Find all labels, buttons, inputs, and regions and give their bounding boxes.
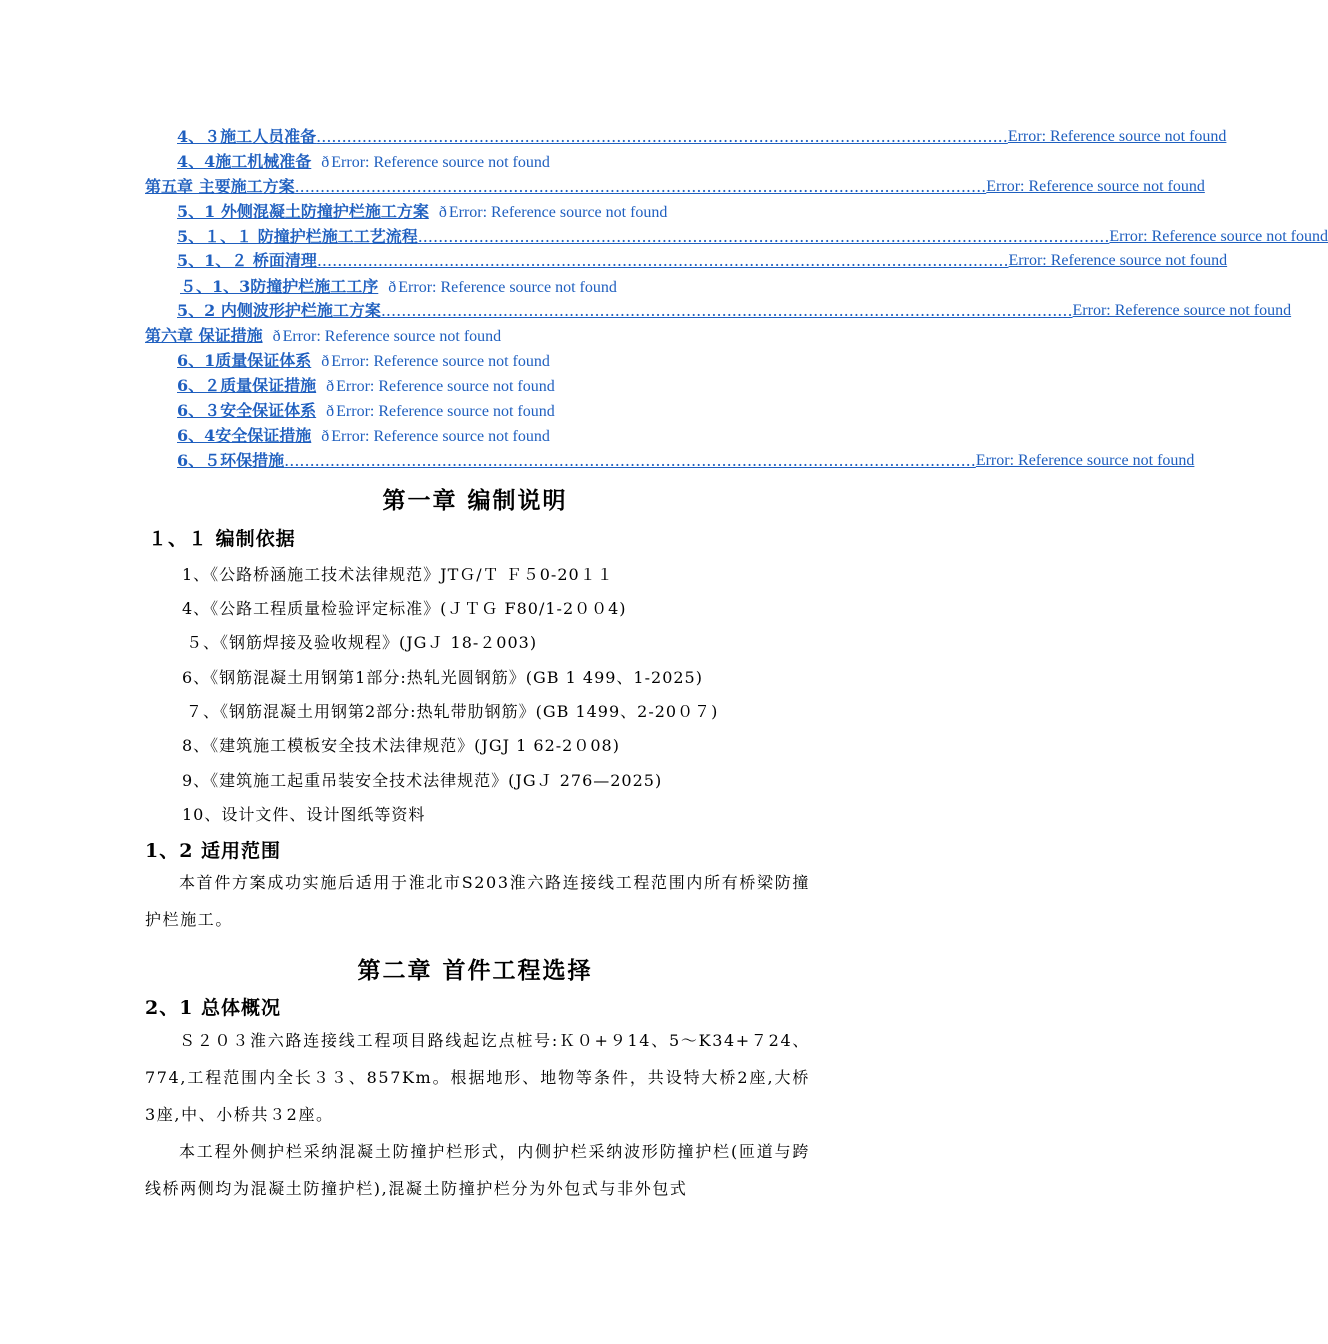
reference-item: 10、设计文件、设计图纸等资料 bbox=[182, 805, 426, 824]
toc-entry-target: Error: Reference source not found bbox=[398, 279, 617, 296]
toc-entry[interactable] bbox=[180, 276, 617, 298]
toc-entry[interactable] bbox=[177, 375, 555, 397]
reference-item: ７、《钢筋混凝土用钢第2部分:热轧带肋钢筋》(GB 1499、2-20０７) bbox=[186, 702, 719, 721]
chapter-title: 第一章 编制说明 bbox=[382, 487, 568, 514]
tab-mark-icon: ð bbox=[321, 353, 330, 370]
reference-item: 9、《建筑施工起重吊装安全技术法律规范》(JGＪ 276—2025) bbox=[182, 771, 663, 790]
toc-entry-label: 6、4安全保证措施 bbox=[177, 426, 312, 445]
toc-entry-target: Error: Reference source not found bbox=[448, 204, 668, 221]
toc-entry[interactable] bbox=[177, 126, 1227, 148]
toc-leader: ........................................................................................................................................ bbox=[316, 251, 1009, 270]
toc-entry-target: Error: Reference source not found bbox=[1008, 252, 1228, 269]
section-title: 1、2 适用范围 bbox=[145, 840, 282, 862]
toc-entry-target: Error: Reference source not found bbox=[331, 353, 550, 370]
toc-entry-label: 4、4施工机械准备 bbox=[177, 152, 312, 171]
toc-entry-target: Error: Reference source not found bbox=[336, 378, 555, 395]
toc-entry[interactable] bbox=[145, 176, 1205, 198]
toc-entry-label: 4、３施工人员准备 bbox=[177, 127, 317, 146]
toc-entry-target: Error: Reference source not found bbox=[1072, 302, 1292, 319]
toc-leader: ........................................................................................................................................ bbox=[294, 177, 987, 196]
reference-item: 1、《公路桥涵施工技术法律规范》JTＧ/Ｔ Ｆ５0-20１１ bbox=[182, 565, 614, 584]
tab-mark-icon: ð bbox=[321, 154, 330, 171]
toc-entry-label: 第六章 保证措施 bbox=[145, 326, 263, 345]
section-title: 2、1 总体概况 bbox=[145, 997, 282, 1019]
section-title: １、１ 编制依据 bbox=[148, 528, 296, 550]
paragraph: 本首件方案成功实施后适用于淮北市S203淮六路连接线工程范围内所有桥梁防撞护栏施工。 bbox=[145, 873, 810, 929]
toc-entry[interactable] bbox=[177, 425, 550, 447]
paragraph: 本工程外侧护栏采纳混凝土防撞护栏形式，内侧护栏采纳波形防撞护栏(匝道与跨线桥两侧均为混凝土防撞护栏),混凝土防撞护栏分为外包式与非外包式 bbox=[145, 1142, 810, 1198]
toc-entry[interactable] bbox=[145, 325, 501, 347]
toc-entry-target: Error: Reference source not found bbox=[975, 452, 1195, 469]
tab-mark-icon: ð bbox=[321, 428, 330, 445]
toc-entry-target: Error: Reference source not found bbox=[331, 428, 550, 445]
chapter-title: 第二章 首件工程选择 bbox=[357, 957, 593, 984]
toc-entry-label: 6、２质量保证措施 bbox=[177, 376, 317, 395]
toc-entry-label: 6、1质量保证体系 bbox=[177, 351, 312, 370]
toc-entry-target: Error: Reference source not found bbox=[1109, 228, 1328, 245]
toc-leader: ........................................................................................................................................ bbox=[417, 227, 1110, 246]
reference-item: 8、《建筑施工模板安全技术法律规范》(JGJ 1 62-2０08) bbox=[182, 736, 620, 755]
toc-entry[interactable] bbox=[177, 400, 555, 422]
tab-mark-icon: ð bbox=[438, 204, 447, 221]
toc-entry[interactable] bbox=[177, 350, 550, 372]
toc-entry[interactable] bbox=[177, 151, 550, 173]
tab-mark-icon: ð bbox=[272, 328, 281, 345]
toc-entry-target: Error: Reference source not found bbox=[282, 328, 502, 345]
toc-entry[interactable] bbox=[177, 250, 1228, 272]
tab-mark-icon: ð bbox=[388, 279, 397, 296]
toc-entry-label: 5、１、１ 防撞护栏施工工艺流程 bbox=[177, 227, 418, 246]
toc-leader: ........................................................................................................................................ bbox=[380, 301, 1073, 320]
tab-mark-icon: ð bbox=[326, 378, 335, 395]
reference-item: 4、《公路工程质量检验评定标准》(ＪＴＧ F80/1-2００4) bbox=[182, 599, 627, 618]
toc-entry-label: ５、1、3防撞护栏施工工序 bbox=[180, 277, 379, 296]
toc-entry[interactable] bbox=[177, 450, 1195, 472]
toc-entry-label: 6、５环保措施 bbox=[177, 451, 285, 470]
toc-entry-target: Error: Reference source not found bbox=[331, 154, 550, 171]
toc-leader: ........................................................................................................................................ bbox=[316, 127, 1008, 146]
paragraph: Ｓ２０３淮六路连接线工程项目路线起讫点桩号:Ｋ０+９14、5～K34+７24、774,工程范围内全长３３、857Km。根据地形、地物等条件，共设特大桥2座,大桥3座,中、小桥共３2座。 bbox=[145, 1031, 810, 1124]
toc-entry[interactable] bbox=[177, 226, 1328, 248]
toc-entry-label: 第五章 主要施工方案 bbox=[145, 177, 295, 196]
toc-entry-label: 5、1、２ 桥面清理 bbox=[177, 251, 317, 270]
tab-mark-icon: ð bbox=[326, 403, 335, 420]
toc-entry-label: 5、1 外侧混凝土防撞护栏施工方案 bbox=[177, 202, 429, 221]
reference-item: 6、《钢筋混凝土用钢第1部分:热轧光圆钢筋》(GB 1 499、1-2025) bbox=[182, 668, 703, 687]
toc-entry-label: 6、３安全保证体系 bbox=[177, 401, 317, 420]
toc-entry[interactable] bbox=[177, 201, 667, 223]
toc-entry[interactable] bbox=[177, 300, 1292, 322]
toc-entry-target: Error: Reference source not found bbox=[986, 178, 1205, 195]
toc-entry-target: Error: Reference source not found bbox=[1007, 128, 1227, 145]
toc-entry-label: 5、2 内侧波形护栏施工方案 bbox=[177, 301, 381, 320]
toc-entry-target: Error: Reference source not found bbox=[336, 403, 555, 420]
toc-leader: ........................................................................................................................................ bbox=[284, 451, 976, 470]
reference-item: ５、《钢筋焊接及验收规程》(JGＪ 18-２003) bbox=[186, 633, 538, 652]
